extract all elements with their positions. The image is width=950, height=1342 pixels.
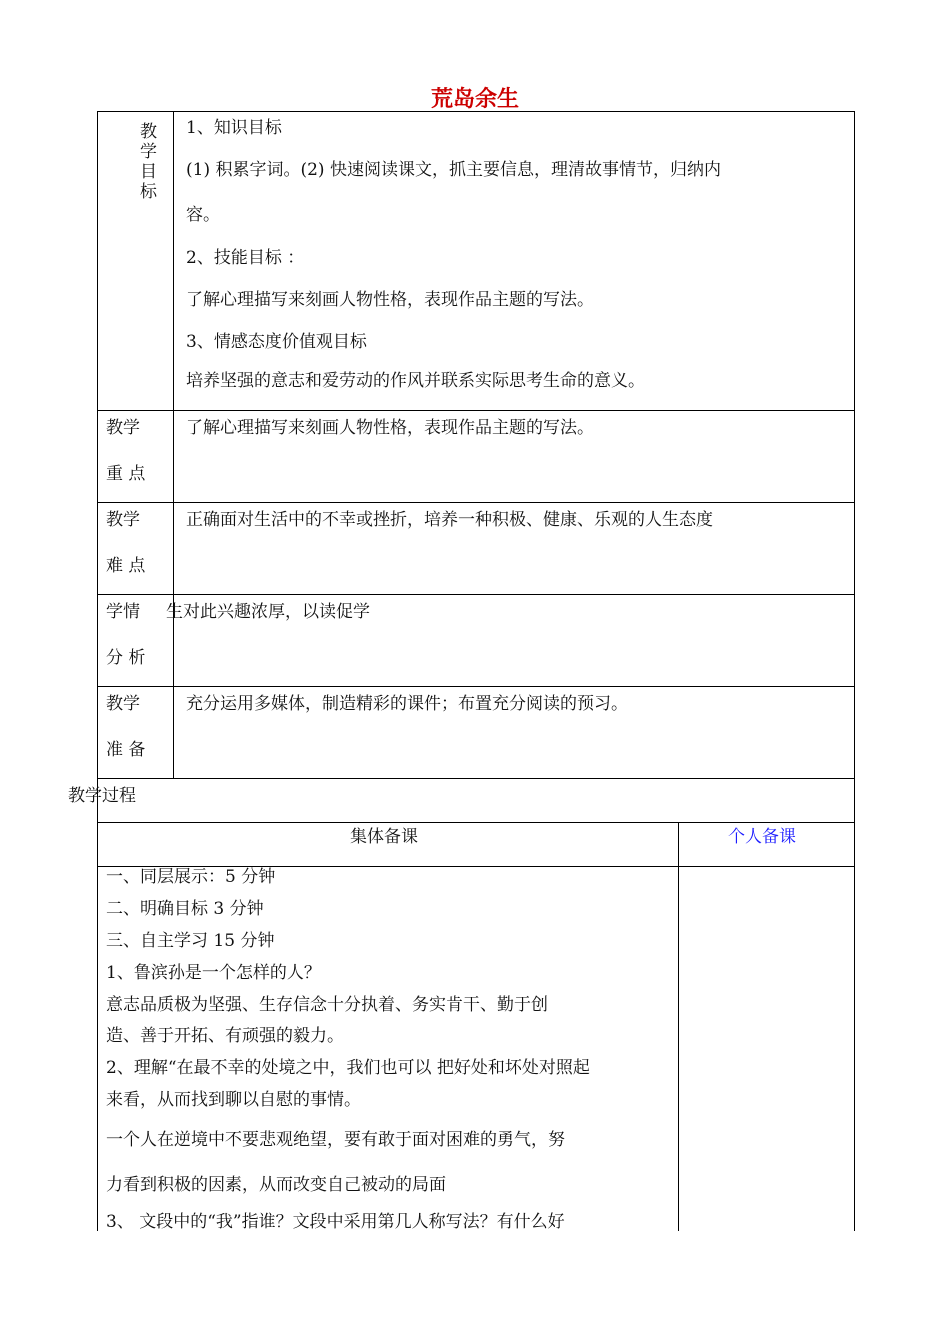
row-divider	[97, 686, 855, 687]
body-line: 一、同层展示：5 分钟	[106, 867, 276, 887]
analysis-label-bottom: 分 析	[106, 648, 146, 668]
objective-line: 了解心理描写来刻画人物性格，表现作品主题的写法。	[186, 290, 594, 310]
body-line: 意志品质极为坚强、生存信念十分执着、务实肯干、勤于创	[106, 995, 548, 1015]
analysis-label-top: 学情	[106, 602, 140, 622]
key-points-label-bottom: 重 点	[106, 464, 146, 484]
difficulties-label-bottom: 难 点	[106, 556, 146, 576]
body-line: 来看，从而找到聊以自慰的事情。	[106, 1090, 361, 1110]
objective-line: 培养坚强的意志和爱劳动的作风并联系实际思考生命的意义。	[186, 371, 645, 391]
objectives-label-3: 目	[140, 162, 157, 182]
body-line: 2、理解“在最不幸的处境之中，我们也可以 把好处和坏处对照起	[106, 1058, 590, 1078]
objective-line: (1) 积累字词。(2) 快速阅读课文，抓主要信息，理清故事情节，归纳内	[186, 160, 721, 180]
difficulties-label-top: 教学	[106, 510, 140, 530]
key-points-content: 了解心理描写来刻画人物性格，表现作品主题的写法。	[186, 418, 594, 438]
label-column-divider	[173, 111, 174, 778]
body-line: 三、自主学习 15 分钟	[106, 931, 275, 951]
analysis-content: 生对此兴趣浓厚，以读促学	[166, 602, 370, 622]
row-divider	[97, 502, 855, 503]
body-line: 1、鲁滨孙是一个怎样的人？	[106, 963, 321, 983]
objective-line: 1、知识目标	[186, 118, 282, 138]
objective-line: 3、情感态度价值观目标	[186, 332, 367, 352]
personal-column-divider	[678, 822, 679, 1231]
objectives-label-4: 标	[140, 182, 157, 202]
document-title: 荒岛余生	[430, 87, 519, 112]
body-line: 造、善于开拓、有顽强的毅力。	[106, 1026, 344, 1046]
preparation-content: 充分运用多媒体，制造精彩的课件；布置充分阅读的预习。	[186, 694, 628, 714]
process-label: 教学过程	[68, 786, 136, 806]
body-line: 3、 文段中的“我”指谁？文段中采用第几人称写法？有什么好	[106, 1212, 565, 1232]
personal-prep-header: 个人备课	[728, 827, 796, 847]
preparation-label-top: 教学	[106, 694, 140, 714]
body-line: 一个人在逆境中不要悲观绝望，要有敢于面对困难的勇气，努	[106, 1130, 565, 1150]
row-divider	[97, 410, 855, 411]
group-prep-header: 集体备课	[350, 827, 418, 847]
row-divider	[97, 822, 855, 823]
body-line: 力看到积极的因素，从而改变自己被动的局面	[106, 1175, 446, 1195]
key-points-label-top: 教学	[106, 418, 140, 438]
row-divider	[97, 778, 855, 779]
objectives-label-1: 教	[140, 122, 157, 142]
objectives-label-2: 学	[140, 142, 157, 162]
row-divider	[97, 594, 855, 595]
preparation-label-bottom: 准 备	[106, 740, 146, 760]
body-line: 二、明确目标 3 分钟	[106, 899, 264, 919]
objective-line: 容。	[186, 205, 220, 225]
difficulties-content: 正确面对生活中的不幸或挫折，培养一种积极、健康、乐观的人生态度	[186, 510, 713, 530]
objective-line: 2、技能目标 ：	[186, 248, 305, 268]
